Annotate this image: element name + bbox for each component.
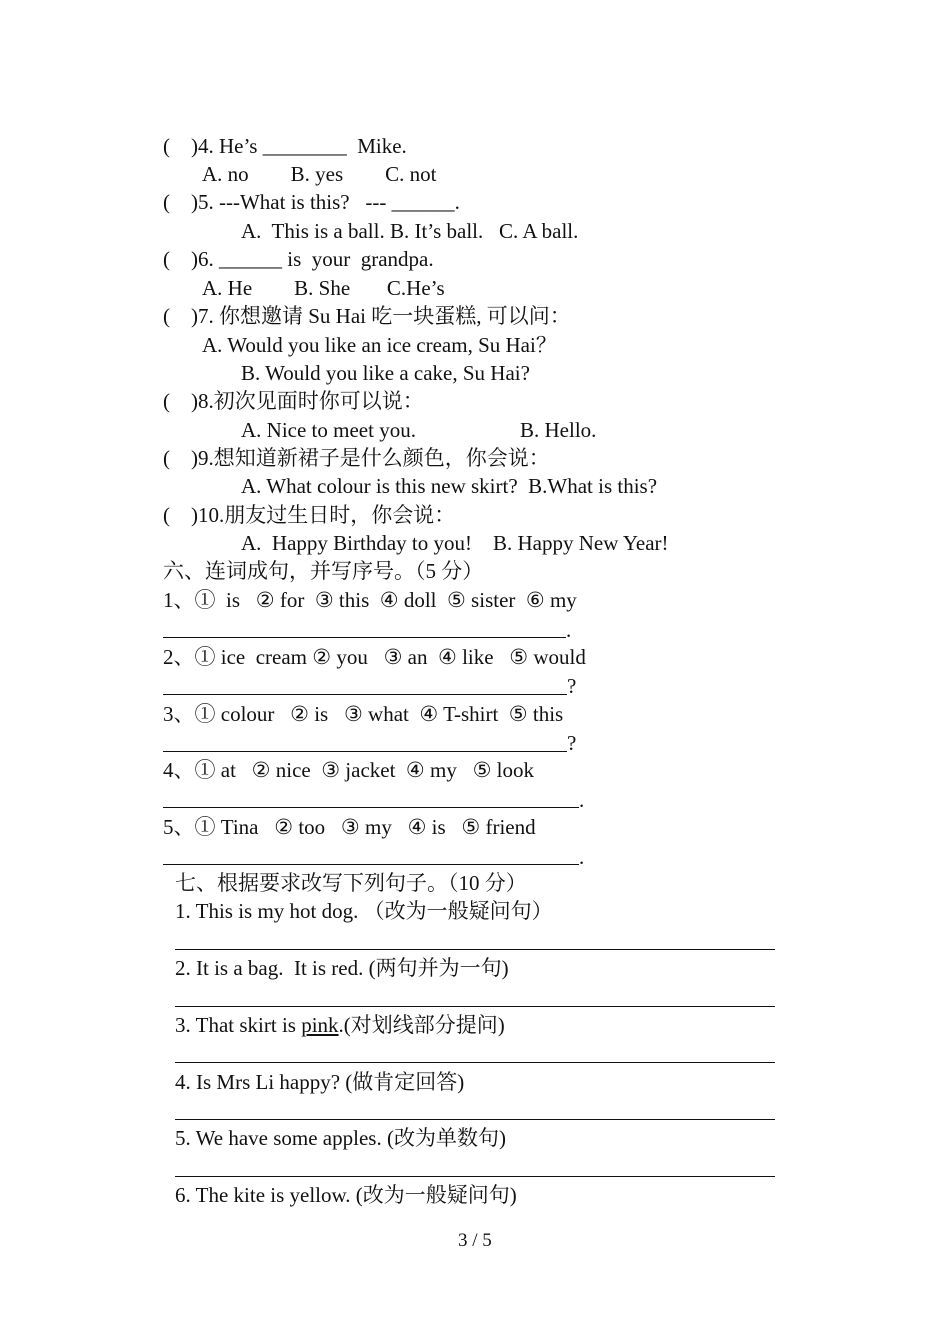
q4-options: A. no B. yes C. not bbox=[202, 162, 437, 186]
s6-item-2-answer-line bbox=[163, 694, 567, 695]
s6-item-3-words: 3、① colour ② is ③ what ④ T-shirt ⑤ this bbox=[163, 702, 564, 726]
s7-q3-prefix: 3. That skirt is bbox=[175, 1013, 302, 1037]
q10-options: A. Happy Birthday to you! B. Happy New Year! bbox=[241, 531, 669, 555]
section6-title: 六、连词成句，并写序号。（5 分） bbox=[163, 559, 484, 583]
s7-q2-answer-line bbox=[175, 1006, 775, 1007]
s7-q3-answer-line bbox=[175, 1062, 775, 1063]
s6-item-4-end: . bbox=[579, 788, 585, 812]
q5-options: A. This is a ball. B. It’s ball. C. A ball. bbox=[241, 219, 579, 243]
q7-option-a: A. Would you like an ice cream, Su Hai？ bbox=[202, 333, 557, 357]
s6-item-1-answer-line bbox=[163, 637, 566, 638]
s7-q3-suffix: .(对划线部分提问) bbox=[338, 1013, 505, 1037]
q6-stem: ( )6. ______ is your grandpa. bbox=[163, 247, 434, 271]
s7-q4: 4. Is Mrs Li happy? (做肯定回答) bbox=[175, 1070, 465, 1094]
s6-item-2-end: ? bbox=[567, 674, 577, 698]
s6-item-5-words: 5、① Tina ② too ③ my ④ is ⑤ friend bbox=[163, 815, 536, 839]
s6-item-5-answer-line bbox=[163, 864, 579, 865]
q8-stem: ( )8.初次见面时你可以说： bbox=[163, 389, 424, 413]
s6-item-4-words: 4、① at ② nice ③ jacket ④ my ⑤ look bbox=[163, 758, 534, 782]
s6-item-5-end: . bbox=[579, 845, 585, 869]
q8-option-b: B. Hello. bbox=[520, 418, 597, 442]
q5-stem: ( )5. ---What is this? --- ______. bbox=[163, 190, 460, 214]
q7-stem: ( )7. 你想邀请 Su Hai 吃一块蛋糕, 可以问： bbox=[163, 304, 571, 328]
s7-q3 bbox=[175, 1012, 505, 1038]
page-number: 3 / 5 bbox=[458, 1230, 492, 1251]
q6-options: A. He B. She C.He’s bbox=[202, 276, 445, 300]
s7-q3-underlined-word: pink bbox=[301, 1013, 339, 1037]
s7-q5: 5. We have some apples. (改为单数句) bbox=[175, 1126, 506, 1150]
q10-stem: ( )10.朋友过生日时，你会说： bbox=[163, 503, 456, 527]
s7-q1: 1. This is my hot dog. （改为一般疑问句） bbox=[175, 899, 553, 923]
s6-item-3-end: ? bbox=[567, 731, 577, 755]
q4-stem: ( )4. He’s ________ Mike. bbox=[163, 134, 407, 158]
s7-q4-answer-line bbox=[175, 1119, 775, 1120]
q8-option-a: A. Nice to meet you. bbox=[241, 418, 416, 442]
s7-q5-answer-line bbox=[175, 1176, 775, 1177]
q9-stem: ( )9.想知道新裙子是什么颜色，你会说： bbox=[163, 446, 550, 470]
s6-item-4-answer-line bbox=[163, 807, 579, 808]
s7-q1-answer-line bbox=[175, 949, 775, 950]
s6-item-1-words: 1、① is ② for ③ this ④ doll ⑤ sister ⑥ my bbox=[163, 588, 577, 612]
s6-item-2-words: 2、① ice cream ② you ③ an ④ like ⑤ would bbox=[163, 645, 586, 669]
s6-item-3-answer-line bbox=[163, 751, 567, 752]
s7-q6: 6. The kite is yellow. (改为一般疑问句) bbox=[175, 1183, 517, 1207]
q7-option-b: B. Would you like a cake, Su Hai? bbox=[241, 361, 530, 385]
section7-title: 七、根据要求改写下列句子。（10 分） bbox=[175, 871, 527, 895]
s6-item-1-end: . bbox=[566, 618, 572, 642]
s7-q2: 2. It is a bag. It is red. (两句并为一句) bbox=[175, 956, 509, 980]
q9-options: A. What colour is this new skirt? B.What is this? bbox=[241, 474, 658, 498]
